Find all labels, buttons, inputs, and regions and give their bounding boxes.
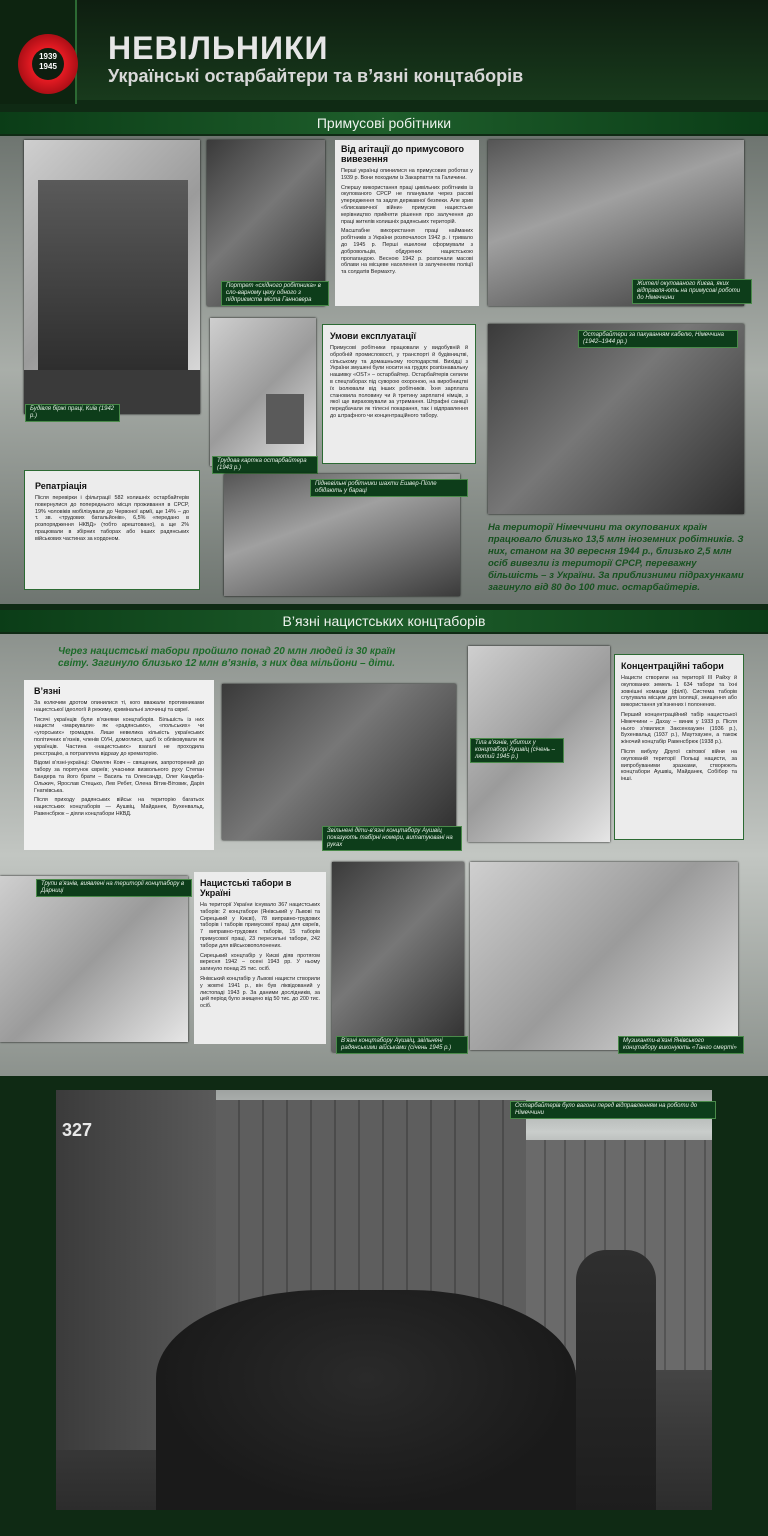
forced-labor-summary: На території Німеччини та окупованих країн працювало близько 13,5 млн іноземних робітників. З них, станом на 30 вересня 1944 р., близько 2,5 млн осіб вивезли із території СРСР, переважну більшість – з України. За приблизними підрахунками загинуло від 80 до 100 тис. остарбайтерів. <box>488 522 744 593</box>
photo-auschwitz-prisoners <box>332 862 464 1052</box>
section-band-concentration-camps: В’язні нацистських концтаборів <box>0 610 768 632</box>
prisoners-title: В’язні <box>34 686 61 696</box>
crowd-shape <box>156 1290 576 1510</box>
caption-freed-children: Звільнені діти-в’язні концтабору Аушвіц показують табірні номери, витатуювані на руках <box>322 826 462 851</box>
guard-shape <box>576 1250 656 1510</box>
camps-quote: Через нацистські табори пройшло понад 20 млн людей із 30 країн світу. Загинуло близько 12 млн в’язнів, з них два мільйони – діти. <box>58 646 396 669</box>
page-subtitle: Українські остарбайтери та в’язні концтаборів <box>108 66 524 86</box>
agitation-title: Від агітації до примусового вивезення <box>341 144 464 164</box>
photo-darnytsia-bodies <box>0 876 188 1042</box>
bottom-photo <box>56 1090 712 1510</box>
concentration-camps-title: Концентраційні табори <box>621 661 724 671</box>
prisoners-p4: Після приходу радянських військ на територію багатьох нацистських концтаборів — Аушвіц, Майданек, Бухенвальд, Равенсбрюк – діяли концтабори НКВД. <box>34 797 204 817</box>
agitation-p2: Спершу використання праці цивільних робітників із окупованого СРСР не планували через расові упередження та задля державної безпеки. Але зрив «блискавичної війни» примусив нацистське керівництво прийняти рішення про залучення до праці жителів колишніх радянських територій. <box>341 184 473 225</box>
photo-labor-exchange <box>24 140 200 414</box>
repatriation-p1: Після перевірки і фільтрації 582 колишніх остарбайтерів повернулися до попереднього місця проживання в СРСР, 19% чоловіків мобілізували до Червоної армії, ще 14% – до т. зв. «трудових батальйонів», 6,5% «передано в розпорядження НКВД» (тобто арештовано), а ще 2% працювали в збірних таборах або інших радянських військових частинах за кордоном. <box>35 495 189 542</box>
ukraine-camps-title: Нацистські табори в Україні <box>200 878 292 898</box>
ukraine-camps-p2: Сирецький концтабір у Києві діяв протягом вересня 1942 – осені 1943 рр. У ньому загинуло понад 25 тис. осіб. <box>200 952 320 973</box>
logo-icon <box>18 34 78 94</box>
prisoners-p1: За колючим дротом опинилися ті, кого вважали противниками нацистської ідеології й режиму, кримінальні злочинці та євреї. <box>34 700 204 713</box>
caption-auschwitz-prisoners: В’язні концтабору Аушвіц, звільнені радянськими військами (січень 1945 р.) <box>336 1036 468 1054</box>
panel-agitation <box>335 140 479 306</box>
page-title: НЕВІЛЬНИКИ <box>108 30 329 66</box>
panel-repatriation <box>24 470 200 590</box>
caption-tango-of-death: Музиканти-в’язні Янівського концтабору виконують «Танго смерті» <box>618 1036 744 1054</box>
photo-id-shape <box>266 394 304 444</box>
agitation-p1: Перші українці опинилися на примусових роботах у 1939 р. Вони походили із Закарпаття та Галичини. <box>341 168 473 181</box>
caption-cable-packing: Остарбайтери за пакуванням кабелю, Німеччина (1942–1944 рр.) <box>578 330 738 348</box>
ukraine-camps-p3: Янівський концтабір у Львові нацисти створили у жовтні 1941 р., він був ліквідований у листопаді 1943 р. За даними дослідників, за цей період було знищено від 50 тис. до 200 тис. осіб. <box>200 975 320 1010</box>
caption-darnytsia-bodies: Трупи в’язнів, виявлені на території концтабору в Дарниці <box>36 879 192 897</box>
logo-text: 1939 1945 <box>39 52 57 71</box>
caption-kyiv-residents: Жителі окупованого Києва, яких відправля-ють на примусові роботи до Німеччини <box>632 279 752 304</box>
ukraine-camps-p1: На території України існувало 367 нацистських таборів: 2 концтабори (Янівський у Львові та Сирецький у Києві), 78 виправно-трудових таборів і таборів примусової праці для євреїв, 7 виправно-трудових таборів, 15 таборів примусової праці, 23 пересильні табори, 242 табори для військовополонених. <box>200 902 320 949</box>
concentration-camps-p1: Нацисти створили на території ІІІ Райху й окупованих земель 1 634 табори та їхні зовнішні команди (філії). Система таборів слугувала місцем для ізоляції, знищення або використання ув’язнених і полонених. <box>621 675 737 709</box>
caption-worker-portrait: Портрет «східного робітника» в сло-варному цеху одного з підприємств міста Ганновера <box>221 281 329 306</box>
caption-miners-barrack: Підневільні робітники шахти Ешвер-Пілле обідають у бараці <box>310 479 468 497</box>
photo-tango-of-death <box>470 862 738 1050</box>
header <box>0 0 768 100</box>
caption-camp-bodies: Тіла в’язнів, убитих у концтаборі Аушвіц (січень – лютий 1945 р.) <box>470 738 564 763</box>
section-band-forced-labor: Примусові робітники <box>0 112 768 134</box>
concentration-camps-p3: Після вибуху Другої світової війни на окупованій території Польщі нацисти, за випробуваними зразками, створюють концтабори Аушвіц, Майданек, Собібор та інші. <box>621 748 737 783</box>
prisoners-p2: Тисячі українців були в’язнями концтаборів. Більшість із них нацисти «маркували» як «радянських», «польських» чи «угорських» громадян. Лише невелика кількість українських політичних в’язнів, членів ОУН, домоглися, щоб їх обліковували як українців. Частина «нацистських» взагалі не проходила реєстрацію, а потрапляла відразу до крематорію. <box>34 716 204 757</box>
panel-ukraine-camps <box>194 872 326 1044</box>
wagon-mark: 327 <box>62 1120 93 1140</box>
panel-exploitation <box>322 324 476 464</box>
caption-labor-exchange: Будівля біржі праці, Київ (1942 р.) <box>25 404 120 422</box>
exploitation-title: Умови експлуатації <box>330 331 417 341</box>
photo-cable-packing <box>488 324 744 514</box>
panel-concentration-camps <box>614 654 744 840</box>
photo-building-shape <box>38 180 188 370</box>
agitation-p3: Масштабне використання праці найманих робітників з України розпочалося 1942 р. і тривало до 1945 р. Перші ешелони сформували з добровольців, обдурених нацистською пропагандою. Весною 1942 р. розпочали масові облави на місцеве населення із залученням поліції та солдатів Вермахту. <box>341 228 473 276</box>
caption-work-card: Трудова картка остарбайтера (1943 р.) <box>212 456 318 474</box>
photo-work-card <box>210 318 316 466</box>
repatriation-title: Репатріація <box>35 481 87 491</box>
photo-freed-children <box>222 684 456 840</box>
panel-prisoners <box>24 680 214 850</box>
prisoners-p3: Відомі в’язні-українці: Омелян Ковч – священик, запроторений до табору за порятунок євреїв; учасники визвольного руху Степан Бандера та його брати – Василь та Олександр, Олег Кандиба-Ольжич, Ярослав Стецько, Лев Ребет, Олена Вітик-Вітовик, Дарія Гнатківська. <box>34 760 204 794</box>
concentration-camps-p2: Перший концентраційний табір нацистської Німеччини – Дахау – виник у 1933 р. Після нього з’явилися Заксенхаузен (1936 р.), Бухенвальд (1937 р.), Маутхаузен, а також жіночий концтабір Равенсбрюк (1938 р.). <box>621 711 737 746</box>
exploitation-p1: Примусові робітники працювали у видобувній й обробній промисловості, у транспорті й будівництві, сільському та домашньому господарстві. Вихідці з України змушені були носити на грудях розпізнавальну нашивку «OST» – остарбайтер. Остарбайтерів селили в спецтаборах під суворою охороною, на виробництві їх ізолювали від інших робітників. Їхня зарплата становила половину чи й третину зарплатні німців, з якої ще вираховували за утримання. Штрафні санкції передбачали як тілесні покарання, так і відправлення до штрафного чи концентраційного табору. <box>330 345 468 419</box>
caption-bottom-photo: Остарбайтерів було вагони перед відправленням на роботи до Німеччини <box>510 1101 716 1119</box>
